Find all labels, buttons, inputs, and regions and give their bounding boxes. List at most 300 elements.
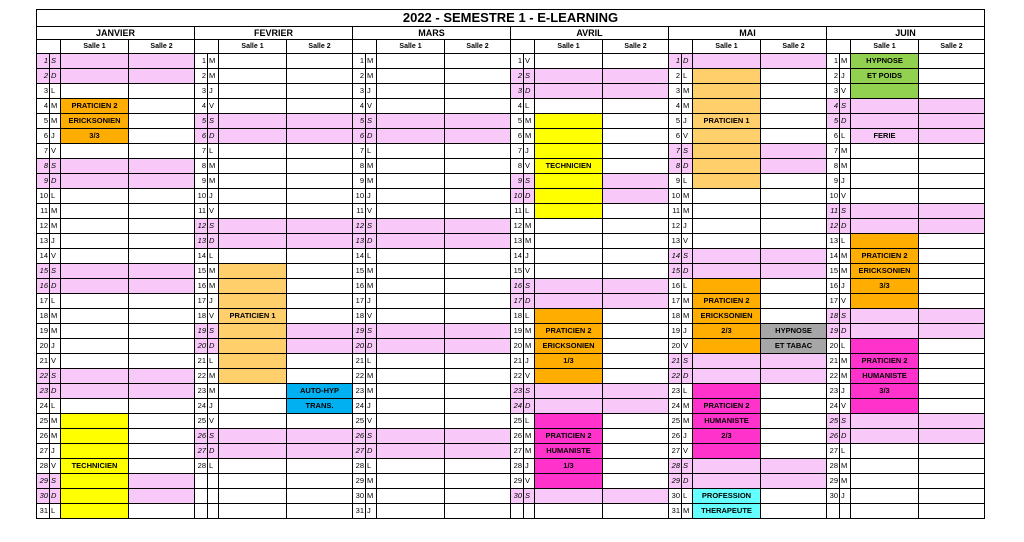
- salle-2-cell: [603, 174, 669, 189]
- weekday-letter: V: [840, 189, 851, 204]
- day-row: [37, 414, 985, 429]
- salle-1-cell: [535, 489, 603, 504]
- weekday-letter: J: [682, 114, 693, 129]
- weekday-letter: J: [840, 489, 851, 504]
- weekday-letter: L: [840, 444, 851, 459]
- salle-1-cell: [219, 474, 287, 489]
- day-number: 28: [195, 459, 208, 474]
- weekday-letter: M: [366, 384, 377, 399]
- salle-1-cell: [219, 429, 287, 444]
- day-number: 14: [37, 249, 50, 264]
- day-number: 27: [195, 444, 208, 459]
- day-number: 10: [37, 189, 50, 204]
- day-number: 9: [511, 174, 524, 189]
- weekday-letter: J: [208, 399, 219, 414]
- salle-1-cell: [219, 264, 287, 279]
- day-number: 27: [37, 444, 50, 459]
- salle-1-cell: [377, 159, 445, 174]
- weekday-letter: V: [524, 264, 535, 279]
- salle-1-cell: [219, 369, 287, 384]
- salle-2-cell: [287, 114, 353, 129]
- salle-2-cell: [919, 474, 985, 489]
- room-header-salle-1: Salle 1: [219, 40, 287, 54]
- weekday-letter: J: [524, 459, 535, 474]
- weekday-letter: D: [524, 84, 535, 99]
- semester-calendar-table: [36, 9, 985, 519]
- salle-2-cell: [129, 414, 195, 429]
- salle-2-cell: [287, 129, 353, 144]
- salle-2-cell: [129, 324, 195, 339]
- day-number: 14: [827, 249, 840, 264]
- salle-1-cell: [377, 99, 445, 114]
- weekday-letter: V: [50, 144, 61, 159]
- day-number: 13: [669, 234, 682, 249]
- salle-2-cell: [287, 369, 353, 384]
- weekday-letter: S: [50, 54, 61, 69]
- day-number: 3: [511, 84, 524, 99]
- weekday-letter: L: [682, 279, 693, 294]
- day-number: 25: [511, 414, 524, 429]
- weekday-letter: V: [840, 84, 851, 99]
- salle-2-cell: [129, 384, 195, 399]
- salle-1-cell: [693, 204, 761, 219]
- month-header-mars: MARS: [353, 27, 511, 40]
- day-number: 8: [37, 159, 50, 174]
- salle-2-cell: [287, 294, 353, 309]
- salle-2-cell: [603, 354, 669, 369]
- weekday-letter: V: [524, 54, 535, 69]
- weekday-letter: L: [682, 174, 693, 189]
- day-number: 19: [511, 324, 524, 339]
- day-row: [37, 354, 985, 369]
- salle-1-cell: [851, 504, 919, 519]
- salle-2-cell: [287, 504, 353, 519]
- day-row: [37, 99, 985, 114]
- salle-1-cell: [851, 474, 919, 489]
- salle-2-cell: [129, 249, 195, 264]
- salle-1-cell: [61, 309, 129, 324]
- day-number: 17: [353, 294, 366, 309]
- weekday-letter: M: [524, 129, 535, 144]
- salle-1-cell: [851, 324, 919, 339]
- weekday-letter: J: [682, 429, 693, 444]
- day-number: 5: [195, 114, 208, 129]
- weekday-letter: J: [50, 444, 61, 459]
- weekday-letter: M: [366, 279, 377, 294]
- salle-2-cell: [761, 54, 827, 69]
- weekday-letter: M: [524, 339, 535, 354]
- salle-2-cell: [761, 429, 827, 444]
- day-number: 6: [511, 129, 524, 144]
- salle-1-cell: [377, 144, 445, 159]
- salle-1-cell: [61, 414, 129, 429]
- weekday-letter: M: [366, 54, 377, 69]
- day-number: 19: [195, 324, 208, 339]
- day-number: 20: [37, 339, 50, 354]
- salle-2-cell: [603, 459, 669, 474]
- salle-1-cell: [535, 309, 603, 324]
- weekday-letter: [840, 504, 851, 519]
- salle-2-cell: [919, 489, 985, 504]
- salle-1-cell: [693, 384, 761, 399]
- salle-1-cell: [61, 264, 129, 279]
- room-header-salle-2: Salle 2: [129, 40, 195, 54]
- salle-2-cell: [603, 264, 669, 279]
- weekday-letter: V: [682, 339, 693, 354]
- salle-1-cell: PRATICIEN 2: [535, 429, 603, 444]
- salle-2-cell: [761, 249, 827, 264]
- salle-1-cell: [693, 339, 761, 354]
- weekday-letter: M: [682, 84, 693, 99]
- day-number: 24: [37, 399, 50, 414]
- salle-2-cell: [603, 69, 669, 84]
- day-row: [37, 174, 985, 189]
- salle-1-cell: [219, 204, 287, 219]
- day-number: 28: [37, 459, 50, 474]
- day-number: 21: [827, 354, 840, 369]
- weekday-letter: J: [208, 189, 219, 204]
- salle-1-cell: [535, 99, 603, 114]
- salle-1-cell: [219, 129, 287, 144]
- day-number: [195, 474, 208, 489]
- weekday-letter: D: [682, 159, 693, 174]
- salle-2-cell: [919, 414, 985, 429]
- salle-2-cell: [919, 234, 985, 249]
- salle-1-cell: PRATICIEN 1: [693, 114, 761, 129]
- day-number: 10: [195, 189, 208, 204]
- day-number: 9: [827, 174, 840, 189]
- salle-1-cell: [377, 429, 445, 444]
- day-number: 7: [37, 144, 50, 159]
- salle-2-cell: [761, 369, 827, 384]
- day-number: 10: [511, 189, 524, 204]
- salle-1-cell: [219, 504, 287, 519]
- day-number: 3: [353, 84, 366, 99]
- salle-1-cell: [219, 294, 287, 309]
- salle-2-cell: [129, 189, 195, 204]
- salle-1-cell: [535, 69, 603, 84]
- day-number: 28: [511, 459, 524, 474]
- weekday-letter: D: [682, 474, 693, 489]
- day-number: 24: [511, 399, 524, 414]
- day-number: 2: [353, 69, 366, 84]
- day-number: 11: [195, 204, 208, 219]
- salle-2-cell: [445, 294, 511, 309]
- weekday-letter: V: [840, 399, 851, 414]
- day-number: 21: [195, 354, 208, 369]
- salle-1-cell: [377, 309, 445, 324]
- weekday-letter: D: [366, 444, 377, 459]
- day-number: [511, 504, 524, 519]
- weekday-letter: M: [366, 174, 377, 189]
- weekday-letter: M: [682, 204, 693, 219]
- weekday-letter: D: [366, 234, 377, 249]
- day-number: 18: [195, 309, 208, 324]
- day-number: 15: [511, 264, 524, 279]
- salle-2-cell: [919, 54, 985, 69]
- salle-2-cell: [761, 459, 827, 474]
- day-number: 16: [669, 279, 682, 294]
- weekday-letter: L: [682, 489, 693, 504]
- salle-2-cell: [603, 159, 669, 174]
- day-number: 26: [353, 429, 366, 444]
- weekday-letter: D: [208, 234, 219, 249]
- salle-2-cell: [603, 204, 669, 219]
- weekday-letter: M: [366, 369, 377, 384]
- day-number: 13: [353, 234, 366, 249]
- weekday-letter: L: [208, 249, 219, 264]
- weekday-letter: S: [682, 459, 693, 474]
- weekday-letter: M: [208, 159, 219, 174]
- salle-2-cell: [445, 219, 511, 234]
- salle-2-cell: [129, 339, 195, 354]
- salle-1-cell: [61, 234, 129, 249]
- weekday-letter: M: [840, 459, 851, 474]
- salle-2-cell: [919, 264, 985, 279]
- salle-1-cell: [61, 249, 129, 264]
- salle-1-cell: [693, 369, 761, 384]
- salle-2-cell: [603, 54, 669, 69]
- salle-1-cell: [61, 174, 129, 189]
- salle-2-cell: [603, 234, 669, 249]
- salle-2-cell: [129, 369, 195, 384]
- salle-1-cell: 3/3: [61, 129, 129, 144]
- day-number: 23: [195, 384, 208, 399]
- salle-2-cell: [287, 444, 353, 459]
- weekday-letter: J: [524, 354, 535, 369]
- salle-2-cell: [445, 189, 511, 204]
- salle-1-cell: [219, 279, 287, 294]
- salle-2-cell: [603, 369, 669, 384]
- salle-2-cell: [287, 429, 353, 444]
- month-header-janvier: JANVIER: [37, 27, 195, 40]
- salle-1-cell: [851, 459, 919, 474]
- day-row: [37, 159, 985, 174]
- salle-2-cell: [287, 414, 353, 429]
- day-number: 1: [827, 54, 840, 69]
- weekday-letter: M: [50, 324, 61, 339]
- day-number: 13: [37, 234, 50, 249]
- day-number: 5: [511, 114, 524, 129]
- day-number: 20: [353, 339, 366, 354]
- salle-2-cell: TRANS.: [287, 399, 353, 414]
- salle-1-cell: [535, 174, 603, 189]
- weekday-letter: V: [50, 459, 61, 474]
- weekday-letter: M: [840, 369, 851, 384]
- day-number: 1: [669, 54, 682, 69]
- salle-2-cell: [287, 219, 353, 234]
- salle-2-cell: [761, 309, 827, 324]
- weekday-letter: M: [208, 279, 219, 294]
- weekday-letter: M: [208, 264, 219, 279]
- salle-1-cell: PRATICIEN 2: [61, 99, 129, 114]
- weekday-letter: S: [840, 309, 851, 324]
- day-number: 10: [669, 189, 682, 204]
- salle-2-cell: [919, 354, 985, 369]
- day-number: 31: [37, 504, 50, 519]
- salle-1-cell: [377, 504, 445, 519]
- weekday-letter: S: [366, 324, 377, 339]
- salle-2-cell: [129, 399, 195, 414]
- salle-1-cell: [219, 459, 287, 474]
- day-number: 22: [827, 369, 840, 384]
- salle-2-cell: [761, 114, 827, 129]
- day-number: [195, 489, 208, 504]
- salle-1-cell: [219, 54, 287, 69]
- weekday-letter: M: [208, 69, 219, 84]
- day-number: 5: [827, 114, 840, 129]
- weekday-letter: D: [50, 489, 61, 504]
- day-row: [37, 279, 985, 294]
- salle-1-cell: [61, 279, 129, 294]
- salle-1-cell: HYPNOSE: [851, 54, 919, 69]
- day-number: 17: [511, 294, 524, 309]
- day-number: 25: [353, 414, 366, 429]
- salle-2-cell: [603, 249, 669, 264]
- salle-1-cell: [535, 189, 603, 204]
- day-number: 7: [353, 144, 366, 159]
- salle-2-cell: [761, 294, 827, 309]
- salle-2-cell: [129, 234, 195, 249]
- day-number: [195, 504, 208, 519]
- salle-2-cell: [445, 354, 511, 369]
- salle-2-cell: [129, 159, 195, 174]
- salle-1-cell: [219, 354, 287, 369]
- weekday-letter: M: [208, 174, 219, 189]
- salle-2-cell: [445, 174, 511, 189]
- salle-2-cell: [445, 69, 511, 84]
- day-number: 1: [353, 54, 366, 69]
- salle-1-cell: [693, 474, 761, 489]
- salle-2-cell: [761, 69, 827, 84]
- salle-2-cell: [287, 54, 353, 69]
- day-number: 16: [37, 279, 50, 294]
- salle-1-cell: [219, 324, 287, 339]
- day-number: 7: [511, 144, 524, 159]
- salle-1-cell: [535, 129, 603, 144]
- room-header-salle-2: Salle 2: [761, 40, 827, 54]
- day-row: [37, 114, 985, 129]
- salle-2-cell: [919, 114, 985, 129]
- salle-2-cell: [603, 474, 669, 489]
- salle-1-cell: [535, 414, 603, 429]
- weekday-letter: J: [840, 384, 851, 399]
- salle-2-cell: [919, 324, 985, 339]
- day-number: 24: [195, 399, 208, 414]
- day-number: 3: [669, 84, 682, 99]
- salle-2-cell: [287, 474, 353, 489]
- salle-1-cell: [851, 234, 919, 249]
- day-number: 30: [353, 489, 366, 504]
- weekday-letter: S: [682, 144, 693, 159]
- salle-1-cell: [61, 399, 129, 414]
- salle-1-cell: [535, 504, 603, 519]
- weekday-letter: M: [682, 294, 693, 309]
- day-number: 16: [353, 279, 366, 294]
- room-header-row: [37, 40, 985, 54]
- day-number: 19: [827, 324, 840, 339]
- salle-2-cell: [129, 504, 195, 519]
- weekday-letter: L: [682, 384, 693, 399]
- weekday-letter: S: [208, 219, 219, 234]
- day-number: 27: [669, 444, 682, 459]
- salle-2-cell: [919, 129, 985, 144]
- day-number: 20: [827, 339, 840, 354]
- salle-1-cell: 3/3: [851, 384, 919, 399]
- salle-2-cell: HYPNOSE: [761, 324, 827, 339]
- day-row: [37, 219, 985, 234]
- salle-1-cell: 2/3: [693, 429, 761, 444]
- salle-1-cell: 1/3: [535, 354, 603, 369]
- weekday-letter: D: [682, 54, 693, 69]
- salle-1-cell: [377, 489, 445, 504]
- salle-1-cell: [61, 159, 129, 174]
- day-number: 11: [669, 204, 682, 219]
- day-number: 8: [669, 159, 682, 174]
- weekday-letter: [524, 504, 535, 519]
- weekday-letter: M: [524, 234, 535, 249]
- salle-1-cell: [535, 84, 603, 99]
- weekday-letter: V: [840, 294, 851, 309]
- weekday-letter: D: [208, 339, 219, 354]
- title-row: [37, 10, 985, 27]
- salle-1-cell: [377, 339, 445, 354]
- salle-2-cell: [445, 489, 511, 504]
- weekday-letter: J: [840, 69, 851, 84]
- salle-2-cell: [603, 429, 669, 444]
- day-number: 30: [37, 489, 50, 504]
- salle-1-cell: [535, 249, 603, 264]
- salle-1-cell: [61, 219, 129, 234]
- day-number: 1: [511, 54, 524, 69]
- weekday-letter: L: [208, 459, 219, 474]
- weekday-letter: J: [366, 294, 377, 309]
- salle-2-cell: [445, 474, 511, 489]
- salle-1-cell: PRATICIEN 2: [535, 324, 603, 339]
- salle-1-cell: PRATICIEN 2: [693, 294, 761, 309]
- day-number: 12: [195, 219, 208, 234]
- salle-2-cell: [761, 384, 827, 399]
- day-row: [37, 129, 985, 144]
- salle-1-cell: [219, 144, 287, 159]
- salle-1-cell: [535, 54, 603, 69]
- salle-2-cell: [445, 54, 511, 69]
- salle-1-cell: [61, 84, 129, 99]
- day-number: 22: [353, 369, 366, 384]
- room-header-salle-1: Salle 1: [851, 40, 919, 54]
- day-number: 13: [195, 234, 208, 249]
- day-number: 1: [195, 54, 208, 69]
- salle-1-cell: [535, 384, 603, 399]
- day-number: 16: [511, 279, 524, 294]
- salle-2-cell: [129, 309, 195, 324]
- salle-1-cell: [377, 264, 445, 279]
- salle-2-cell: [603, 294, 669, 309]
- salle-1-cell: [693, 159, 761, 174]
- day-number: 30: [669, 489, 682, 504]
- salle-2-cell: [761, 174, 827, 189]
- salle-1-cell: [693, 444, 761, 459]
- day-row: [37, 189, 985, 204]
- day-number: 18: [669, 309, 682, 324]
- salle-1-cell: [377, 294, 445, 309]
- day-number: 24: [669, 399, 682, 414]
- day-number: 9: [669, 174, 682, 189]
- salle-1-cell: [377, 54, 445, 69]
- salle-2-cell: [129, 444, 195, 459]
- salle-2-cell: [603, 414, 669, 429]
- salle-1-cell: HUMANISTE: [535, 444, 603, 459]
